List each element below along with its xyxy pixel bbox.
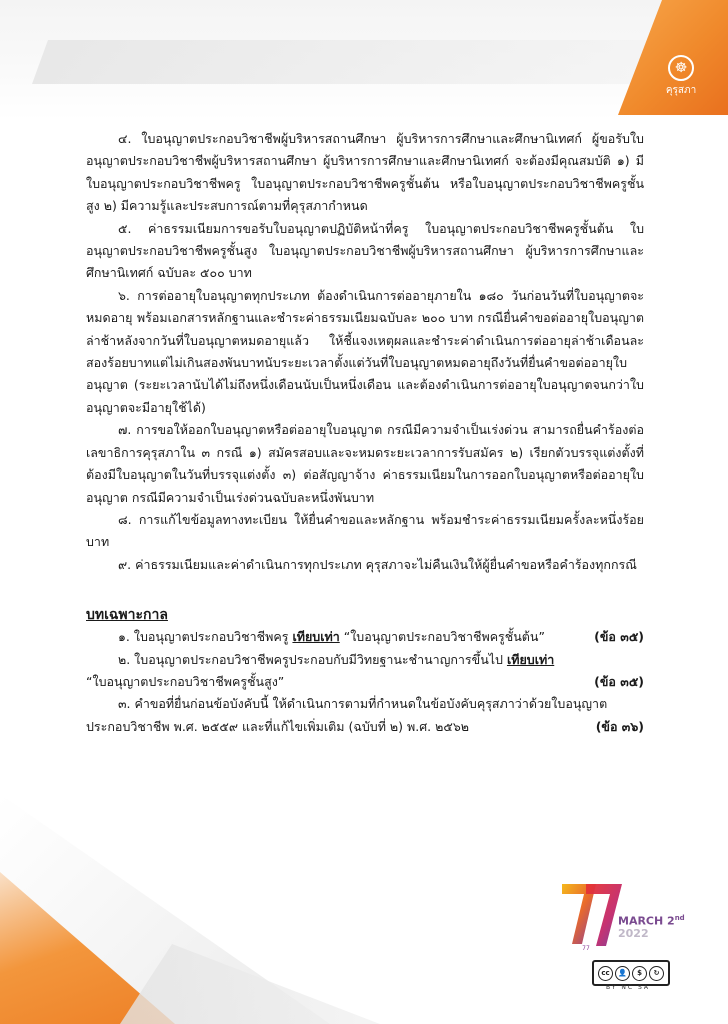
nc-icon: $ <box>632 966 647 981</box>
by-icon: 👤 <box>615 966 630 981</box>
item3-cont: ประกอบวิชาชีพ พ.ศ. ๒๕๕๙ และที่แก้ไขเพิ่มเติม (ฉบับที่ ๒) พ.ศ. ๒๕๖๒ <box>86 718 469 734</box>
transitional-heading: บทเฉพาะกาล <box>86 607 168 624</box>
cc-icon: cc <box>598 966 613 981</box>
sa-icon: ↻ <box>649 966 664 981</box>
license-label: BY NC SA <box>606 984 650 991</box>
item1-text: ๑. ใบอนุญาตประกอบวิชาชีพครู <box>118 629 293 645</box>
date-suffix: nd <box>674 914 685 922</box>
paragraph-6: ๖. การต่ออายุใบอนุญาตทุกประเภท ต้องดำเนินการต่ออายุภายใน ๑๘๐ วันก่อนวันที่ใบอนุญาตจะหมดอายุ พร้อมเอกสารหลักฐานและชำระค่าธรรมเนียมฉบับละ ๒๐๐ บาท กรณียื่นคำขอต่ออายุใบอนุญาตล่าช้าหลังจากวันที่ใบอนุญาตหมดอายุแล้ว ให้ชี้แจงเหตุผลและชำระค่าดำเนินการต่ออายุล่าช้าเดือนละสองร้อยบาทแต่ไม่เกินสองพันบาทนับระยะเวลาตั้งแต่วันที่ใบอนุญาตหมดอายุถึงวันที่ยื่นคำขอต่ออายุใบอนุญาต (ระยะเวลานับได้ไม่ถึงหนึ่งเดือนนับเป็นหนึ่งเดือน และต้องดำเนินการต่ออายุใบอนุญาตจนกว่าใบอนุญาตจะมีอายุใช้ได้) <box>86 287 644 415</box>
paragraph-5: ๕. ค่าธรรมเนียมการขอรับใบอนุญาตปฏิบัติหน้าที่ครู ใบอนุญาตประกอบวิชาชีพครูชั้นต้น ใบอนุญาตประกอบวิชาชีพครูชั้นสูง ใบอนุญาตประกอบวิชาชีพผู้บริหารสถานศึกษา ผู้บริหารการศึกษาและศึกษานิเทศก์ ฉบับละ ๕๐๐ บาท <box>86 220 644 281</box>
item1-ref: (ข้อ ๓๕) <box>594 629 644 645</box>
paragraph-9: ๙. ค่าธรรมเนียมและค่าดำเนินการทุกประเภท คุรุสภาจะไม่คืนเงินให้ผู้ยื่นคำขอหรือคำร้องทุกกรณี <box>118 556 637 572</box>
date-year: 2022 <box>618 926 649 940</box>
logo-label: คุรุสภา <box>665 85 697 96</box>
item2-cont: “ใบอนุญาตประกอบวิชาชีพครูชั้นสูง” <box>86 673 285 689</box>
anniversary-number: 77 <box>582 945 590 950</box>
emblem-icon: ☸ <box>668 55 694 81</box>
date-label: MARCH 2 <box>618 914 675 928</box>
paragraph-8: ๘. การแก้ไขข้อมูลทางทะเบียน ให้ยื่นคำขอและหลักฐาน พร้อมชำระค่าธรรมเนียมครั้งละหนึ่งร้อยบาท <box>86 511 644 550</box>
cc-by-nc-sa-icon <box>592 960 670 986</box>
item1-after: “ใบอนุญาตประกอบวิชาชีพครูชั้นต้น” <box>339 629 545 645</box>
item2-ref: (ข้อ ๓๕) <box>594 673 644 689</box>
header-stripe <box>32 40 728 84</box>
transitional-item-2-cont <box>86 671 644 693</box>
document-body <box>86 128 644 738</box>
khurusapha-logo <box>664 55 698 97</box>
anniversary-date <box>618 912 685 940</box>
item1-keyword: เทียบเท่า <box>292 629 340 645</box>
paragraph-7: ๗. การขอให้ออกใบอนุญาตหรือต่ออายุใบอนุญาต กรณีมีความจำเป็นเร่งด่วน สามารถยื่นคำร้องต่อเลขาธิการคุรุสภาใน ๓ กรณี ๑) สมัครสอบและจะหมดระยะเวลาการรับสมัคร ๒) เรียกตัวบรรจุแต่งตั้งที่ต้องมีใบอนุญาตในวันที่บรรจุแต่งตั้ง ๓) ต่อสัญญาจ้าง ค่าธรรมเนียมในการออกใบอนุญาตหรือต่ออายุใบอนุญาต กรณีมีความจำเป็นเร่งด่วนฉบับละหนึ่งพันบาท <box>86 422 644 505</box>
item3-ref: (ข้อ ๓๖) <box>595 718 644 734</box>
paragraph-4: ๔. ใบอนุญาตประกอบวิชาชีพผู้บริหารสถานศึกษา ผู้บริหารการศึกษาและศึกษานิเทศก์ ผู้ขอรับใบอนุญาตประกอบวิชาชีพผู้บริหารสถานศึกษา ผู้บริหารการศึกษาและศึกษานิเทศก์ จะต้องมีคุณสมบัติ ๑) มีใบอนุญาตประกอบวิชาชีพครู ใบอนุญาตประกอบวิชาชีพครูชั้นต้น หรือใบอนุญาตประกอบวิชาชีพครูชั้นสูง ๒) มีความรู้และประสบการณ์ตามที่คุรุสภากำหนด <box>86 131 644 214</box>
item2-text: ๒. ใบอนุญาตประกอบวิชาชีพครูประกอบกับมีวิทยฐานะชำนาญการขึ้นไป <box>118 651 507 667</box>
transitional-item-1 <box>86 626 644 648</box>
transitional-item-3-cont <box>86 716 644 738</box>
item2-keyword: เทียบเท่า <box>506 651 555 667</box>
transitional-item-2 <box>86 649 644 671</box>
transitional-item-3: ๓. คำขอที่ยื่นก่อนข้อบังคับนี้ ให้ดำเนินการตามที่กำหนดในข้อบังคับคุรุสภาว่าด้วยใบอนุญาต <box>118 696 608 712</box>
